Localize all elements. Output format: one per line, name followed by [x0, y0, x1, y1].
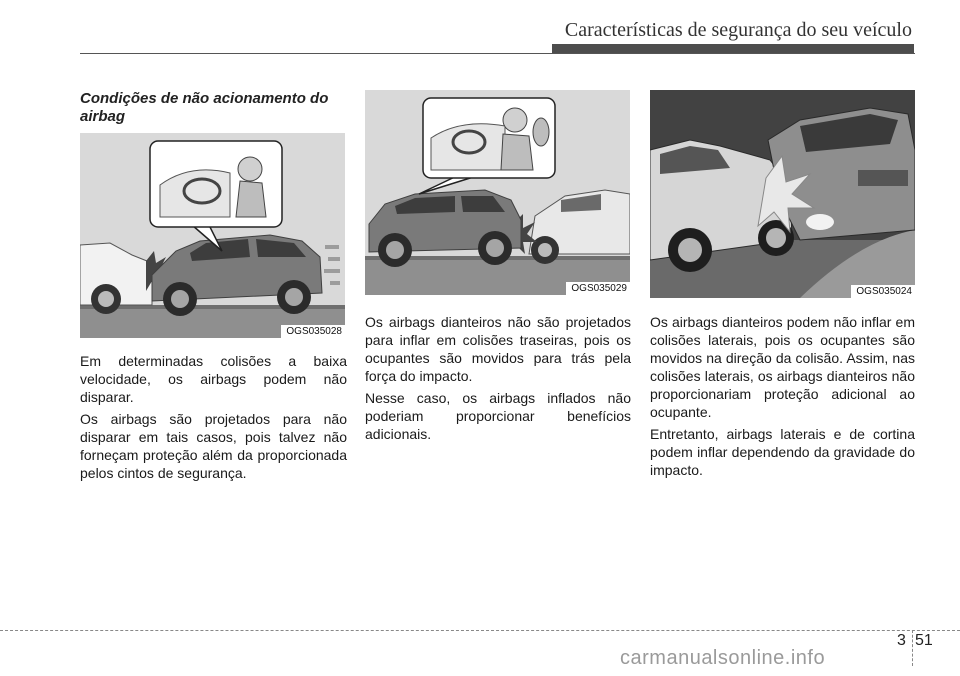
- paragraph: Os airbags são projetados para não disparar em tais casos, pois talvez não forneçam proteção além da proporcionada pelos cintos de segurança.: [80, 411, 347, 481]
- paragraph: Nesse caso, os airbags inflados não poderiam proporcionar benefícios adicionais.: [365, 390, 631, 442]
- running-header-title: Características de segurança do seu veículo: [564, 19, 912, 41]
- section-number: 3: [897, 632, 906, 649]
- figure-rear-collision: [365, 90, 630, 295]
- section-title: Condições de não acionamento do airbag: [80, 90, 329, 125]
- watermark: carmanualsonline.info: [620, 647, 826, 669]
- figure-side-collision: [650, 90, 915, 298]
- paragraph: Os airbags dianteiros podem não inflar em colisões laterais, pois os ocupantes são movidos na direção da colisão. Assim, nas colisões laterais, os airbags dianteiros não proporcionariam proteção adicional ao ocupante.: [650, 314, 915, 420]
- text-column-3: [650, 313, 915, 483]
- footer-rule: [0, 630, 960, 631]
- figure-code: OGS035029: [566, 282, 630, 295]
- text-column-2: [365, 313, 631, 447]
- figure-code: OGS035028: [281, 325, 345, 338]
- text-column-1: [80, 352, 347, 486]
- page-number: 51: [915, 632, 933, 649]
- page-number-separator: [912, 630, 913, 666]
- header-rule: [80, 53, 915, 54]
- front-collision-illustration: [80, 133, 345, 338]
- paragraph: Entretanto, airbags laterais e de cortina podem inflar dependendo da gravidade do impacto.: [650, 426, 915, 478]
- figure-code: OGS035024: [851, 285, 915, 298]
- side-collision-photo: [650, 90, 915, 298]
- paragraph: Os airbags dianteiros não são projetados para inflar em colisões traseiras, pois os ocupantes são movidos para trás pela força do impacto.: [365, 314, 631, 384]
- header-bar: [552, 44, 914, 53]
- paragraph: Em determinadas colisões a baixa velocidade, os airbags podem não disparar.: [80, 353, 347, 405]
- figure-front-collision: [80, 133, 345, 338]
- rear-collision-illustration: [365, 90, 630, 295]
